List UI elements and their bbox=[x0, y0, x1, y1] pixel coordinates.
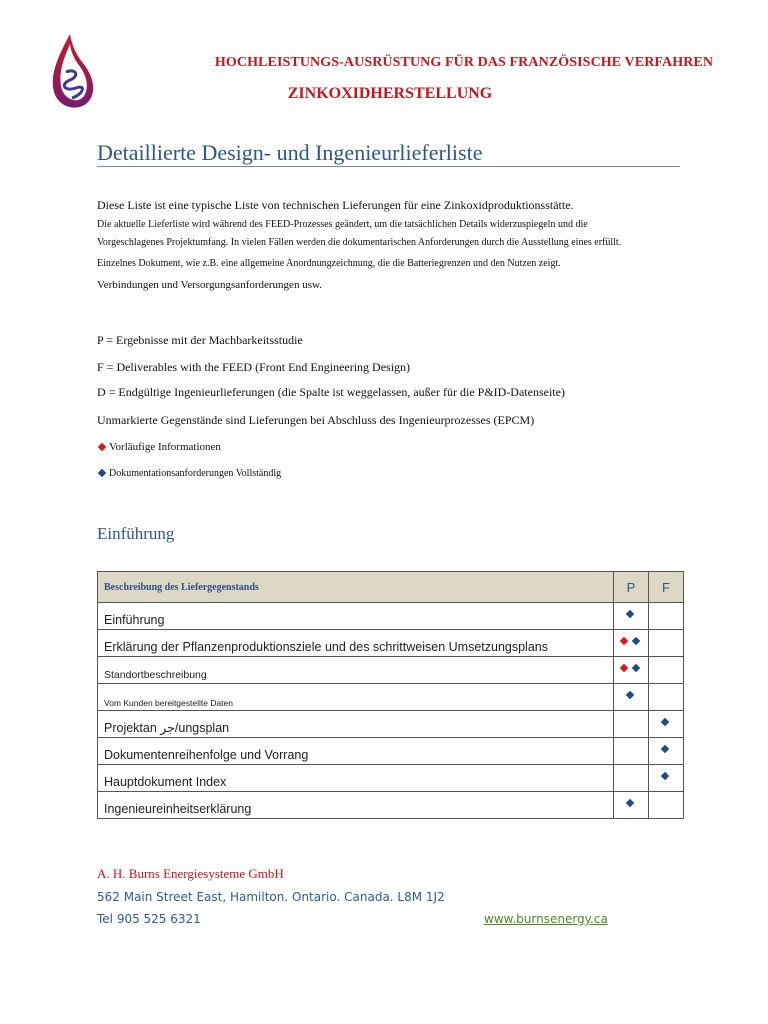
blue-diamond-icon bbox=[632, 664, 640, 672]
row-label: Ingenieureinheitserklärung bbox=[98, 792, 614, 819]
table-row bbox=[98, 630, 684, 657]
header-description: Beschreibung des Liefergegenstands bbox=[98, 572, 614, 603]
deliverables-table bbox=[97, 571, 684, 819]
p-marks bbox=[614, 738, 649, 765]
legend-unmarked: Unmarkierte Gegenstände sind Lieferungen bei Abschluss des Ingenieurprozesses (EPCM) bbox=[97, 413, 535, 427]
title-divider bbox=[97, 166, 680, 167]
header-line-1: HOCHLEISTUNGS-AUSRÜSTUNG FÜR DAS FRANZÖSISCHE VERFAHREN bbox=[214, 55, 714, 70]
blue-diamond-icon bbox=[626, 799, 634, 807]
f-marks bbox=[649, 711, 684, 738]
table-row bbox=[98, 792, 684, 819]
table-row bbox=[98, 657, 684, 684]
p-marks bbox=[614, 657, 649, 684]
legend-preliminary bbox=[97, 441, 221, 453]
table-header-row bbox=[98, 572, 684, 603]
row-label: Projektan جر/ungsplan bbox=[98, 711, 614, 738]
legend-complete bbox=[97, 468, 281, 479]
blue-diamond-icon bbox=[626, 610, 634, 618]
red-diamond-icon bbox=[98, 443, 106, 451]
website-link[interactable]: www.burnsenergy.ca bbox=[484, 912, 608, 926]
blue-diamond-icon bbox=[98, 469, 106, 477]
table-row bbox=[98, 684, 684, 711]
f-marks bbox=[649, 765, 684, 792]
blue-diamond-icon bbox=[661, 772, 669, 780]
footer-address: 562 Main Street East, Hamilton. Ontario. Canada. L8M 1J2 bbox=[97, 890, 445, 904]
red-diamond-icon bbox=[620, 664, 628, 672]
row-label: Erklärung der Pflanzenproduktionsziele und des schrittweisen Umsetzungsplans bbox=[98, 630, 614, 657]
blue-diamond-icon bbox=[632, 637, 640, 645]
header-f: F bbox=[649, 572, 684, 603]
page-title: Detaillierte Design- und Ingenieurlieferliste bbox=[97, 140, 483, 165]
table-row bbox=[98, 603, 684, 630]
blue-diamond-icon bbox=[626, 691, 634, 699]
blue-diamond-icon bbox=[661, 745, 669, 753]
header-line-2: ZINKOXIDHERSTELLUNG bbox=[287, 85, 493, 102]
p-marks bbox=[614, 765, 649, 792]
row-label: Standortbeschreibung bbox=[98, 657, 614, 684]
p-marks bbox=[614, 630, 649, 657]
legend-preliminary-label: Vorläufige Informationen bbox=[109, 441, 221, 453]
legend-complete-label: Dokumentationsanforderungen Vollständig bbox=[109, 468, 282, 479]
red-diamond-icon bbox=[620, 637, 628, 645]
f-marks bbox=[649, 603, 684, 630]
legend-f: F = Deliverables with the FEED (Front End Engineering Design) bbox=[97, 360, 411, 374]
legend-p: P = Ergebnisse mit der Machbarkeitsstudie bbox=[97, 333, 303, 347]
p-marks bbox=[614, 711, 649, 738]
intro-line-5: Verbindungen und Versorgungsanforderungen usw. bbox=[97, 279, 322, 291]
f-marks bbox=[649, 657, 684, 684]
table-row bbox=[98, 765, 684, 792]
header-p: P bbox=[614, 572, 649, 603]
f-marks bbox=[649, 684, 684, 711]
intro-line-2: Die aktuelle Lieferliste wird während des FEED-Prozesses geändert, um die tatsächlichen Details widerzuspiegeln und die bbox=[97, 219, 588, 230]
intro-line-4: Einzelnes Dokument, wie z.B. eine allgemeine Anordnungzeichnung, die die Batteriegrenzen und den Nutzen zeigt. bbox=[97, 258, 561, 269]
f-marks bbox=[649, 792, 684, 819]
section-title: Einführung bbox=[97, 524, 175, 543]
company-logo bbox=[46, 32, 100, 112]
row-label: Hauptdokument Index bbox=[98, 765, 614, 792]
row-label: Vom Kunden bereitgestellte Daten bbox=[98, 684, 614, 711]
intro-line-3: Vorgeschlagenes Projektumfang. In vielen Fällen werden die dokumentarischen Anforderungen durch die Ausstellung eines erfüllt. bbox=[97, 237, 622, 248]
footer-company: A. H. Burns Energiesysteme GmbH bbox=[97, 866, 284, 881]
f-marks bbox=[649, 630, 684, 657]
intro-lead: Diese Liste ist eine typische Liste von technischen Lieferungen für eine Zinkoxidproduktionsstätte. bbox=[97, 198, 574, 212]
f-marks bbox=[649, 738, 684, 765]
p-marks bbox=[614, 684, 649, 711]
p-marks bbox=[614, 792, 649, 819]
p-marks bbox=[614, 603, 649, 630]
footer-phone: Tel 905 525 6321 bbox=[97, 912, 201, 926]
row-label: Einführung bbox=[98, 603, 614, 630]
row-label: Dokumentenreihenfolge und Vorrang bbox=[98, 738, 614, 765]
blue-diamond-icon bbox=[661, 718, 669, 726]
table-row bbox=[98, 738, 684, 765]
legend-d: D = Endgültige Ingenieurlieferungen (die Spalte ist weggelassen, außer für die P&ID-Datenseite) bbox=[97, 385, 565, 399]
table-row bbox=[98, 711, 684, 738]
